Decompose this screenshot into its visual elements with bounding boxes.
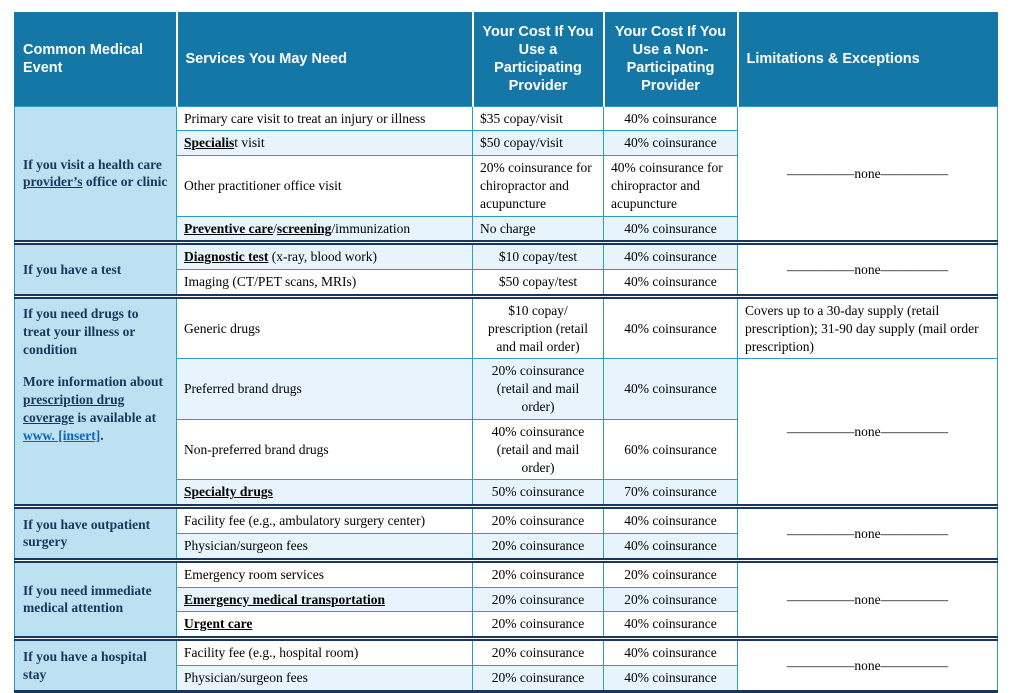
service-cell-imaging: Imaging (CT/PET scans, MRIs)	[177, 270, 473, 295]
group-outpatient-surgery	[15, 508, 998, 559]
nonparticipating-cost-cell: 40% coinsurance	[604, 216, 738, 241]
header-nonparticipating-provider-cost: Your Cost If You Use a Non-Participating Provider	[604, 13, 738, 107]
group-immediate-attention	[15, 562, 998, 637]
event-cell-drugs	[15, 298, 177, 505]
header-services-you-may-need: Services You May Need	[177, 13, 473, 107]
header-participating-provider-cost: Your Cost If You Use a Participating Provider	[473, 13, 604, 107]
glossary-term-providers: provider’s	[23, 174, 83, 190]
limitations-cell-drugs: —————none—————	[738, 359, 998, 505]
glossary-term-urgent-care: Urgent care	[184, 616, 253, 632]
nonparticipating-cost-cell: 40% coinsurance	[604, 508, 738, 533]
event-text: If you need drugs to treat your illness or condition	[23, 306, 139, 357]
glossary-term-screening: screening	[276, 220, 332, 236]
table-row	[15, 562, 998, 587]
service-cell-facility-fee-surgery: Facility fee (e.g., ambulatory surgery center)	[177, 508, 473, 533]
nonparticipating-cost-cell: 40% coinsurance for chiropractor and acupuncture	[604, 156, 738, 216]
participating-cost-cell: 20% coinsurance	[473, 666, 604, 692]
participating-cost-cell: 20% coinsurance	[473, 587, 604, 612]
group-drugs	[15, 298, 998, 505]
service-text: t visit	[234, 135, 265, 151]
group-office-visit	[15, 106, 998, 241]
service-cell-emergency-room: Emergency room services	[177, 562, 473, 587]
table-row	[15, 244, 998, 269]
participating-cost-cell: 50% coinsurance	[473, 480, 604, 505]
event-text: is available at	[73, 410, 157, 426]
nonparticipating-cost-cell: 40% coinsurance	[604, 298, 738, 359]
group-test	[15, 244, 998, 295]
service-cell-preventive-care	[177, 216, 473, 241]
service-cell-diagnostic-test	[177, 244, 473, 269]
nonparticipating-cost-cell: 40% coinsurance	[604, 131, 738, 156]
nonparticipating-cost-cell: 40% coinsurance	[604, 533, 738, 558]
header-common-medical-event: Common Medical Event	[15, 13, 177, 107]
event-cell-office-visit	[15, 106, 177, 241]
participating-cost-cell: 20% coinsurance	[473, 533, 604, 558]
glossary-term-specialist: Specialis	[184, 135, 235, 151]
limitations-cell-hospital: —————none—————	[738, 640, 998, 691]
service-cell-emergency-transportation	[177, 587, 473, 612]
nonparticipating-cost-cell: 20% coinsurance	[604, 587, 738, 612]
insert-link[interactable]: www. [insert]	[23, 427, 101, 443]
event-text: office or clinic	[82, 174, 168, 190]
service-cell-urgent-care	[177, 612, 473, 637]
participating-cost-cell: 20% coinsurance for chiropractor and acupuncture	[473, 156, 604, 216]
table-header	[15, 13, 998, 107]
nonparticipating-cost-cell: 40% coinsurance	[604, 612, 738, 637]
participating-cost-cell: 20% coinsurance	[473, 612, 604, 637]
service-cell-nonpreferred-brand-drugs: Non-preferred brand drugs	[177, 419, 473, 479]
header-limitations-exceptions: Limitations & Exceptions	[738, 13, 998, 107]
service-cell-specialist	[177, 131, 473, 156]
event-cell-hospital-stay: If you have a hospital stay	[15, 640, 177, 691]
glossary-term-preventive-care: Preventive care	[184, 220, 274, 236]
participating-cost-cell: $10 copay/ prescription (retail and mail order)	[473, 298, 604, 359]
service-cell-other-practitioner: Other practitioner office visit	[177, 156, 473, 216]
limitations-cell-outpatient: —————none—————	[738, 508, 998, 559]
glossary-term-emergency-medical-transportation: Emergency medical transportation	[184, 591, 385, 607]
event-cell-test: If you have a test	[15, 244, 177, 295]
participating-cost-cell: $50 copay/test	[473, 270, 604, 295]
event-cell-outpatient-surgery: If you have outpatient surgery	[15, 508, 177, 559]
limitations-cell-immediate: —————none—————	[738, 562, 998, 637]
service-cell-preferred-brand-drugs: Preferred brand drugs	[177, 359, 473, 419]
table-row	[15, 640, 998, 665]
service-cell-facility-fee-hospital: Facility fee (e.g., hospital room)	[177, 640, 473, 665]
participating-cost-cell: No charge	[473, 216, 604, 241]
service-text: /	[273, 220, 277, 236]
service-cell-specialty-drugs	[177, 480, 473, 505]
limitations-cell-office: —————none—————	[738, 106, 998, 241]
nonparticipating-cost-cell: 40% coinsurance	[604, 666, 738, 692]
glossary-term-specialty-drugs: Specialty drugs	[184, 484, 273, 500]
event-text: If you visit a health care	[23, 156, 162, 172]
service-text: (x-ray, blood work)	[268, 249, 377, 265]
nonparticipating-cost-cell: 20% coinsurance	[604, 562, 738, 587]
event-text: .	[100, 427, 104, 443]
table-row	[15, 298, 998, 359]
service-cell-physician-fees-hospital: Physician/surgeon fees	[177, 666, 473, 692]
limitations-cell-test: —————none—————	[738, 244, 998, 295]
participating-cost-cell: $35 copay/visit	[473, 106, 604, 131]
table-row	[15, 106, 998, 131]
event-text	[23, 373, 168, 444]
nonparticipating-cost-cell: 40% coinsurance	[604, 106, 738, 131]
service-cell-generic-drugs: Generic drugs	[177, 298, 473, 359]
nonparticipating-cost-cell: 60% coinsurance	[604, 419, 738, 479]
service-cell-primary-care: Primary care visit to treat an injury or illness	[177, 106, 473, 131]
nonparticipating-cost-cell: 40% coinsurance	[604, 359, 738, 419]
limitations-cell-generic-drugs: Covers up to a 30-day supply (retail prescription); 31-90 day supply (mail order prescription)	[738, 298, 998, 359]
event-text: More information about	[23, 374, 163, 390]
participating-cost-cell: 20% coinsurance (retail and mail order)	[473, 359, 604, 419]
glossary-term-diagnostic-test: Diagnostic test	[184, 249, 269, 265]
participating-cost-cell: $50 copay/visit	[473, 131, 604, 156]
service-text: /immunization	[331, 220, 411, 236]
group-hospital-stay	[15, 640, 998, 691]
participating-cost-cell: 20% coinsurance	[473, 562, 604, 587]
participating-cost-cell: 20% coinsurance	[473, 508, 604, 533]
nonparticipating-cost-cell: 40% coinsurance	[604, 640, 738, 665]
service-cell-physician-fees-surgery: Physician/surgeon fees	[177, 533, 473, 558]
benefits-table	[14, 12, 998, 693]
participating-cost-cell: 20% coinsurance	[473, 640, 604, 665]
participating-cost-cell: $10 copay/test	[473, 244, 604, 269]
nonparticipating-cost-cell: 40% coinsurance	[604, 244, 738, 269]
event-cell-immediate-attention: If you need immediate medical attention	[15, 562, 177, 637]
table-row	[15, 508, 998, 533]
nonparticipating-cost-cell: 70% coinsurance	[604, 480, 738, 505]
participating-cost-cell: 40% coinsurance (retail and mail order)	[473, 419, 604, 479]
glossary-term-prescription-drug-coverage: prescription drug coverage	[23, 392, 125, 426]
nonparticipating-cost-cell: 40% coinsurance	[604, 270, 738, 295]
